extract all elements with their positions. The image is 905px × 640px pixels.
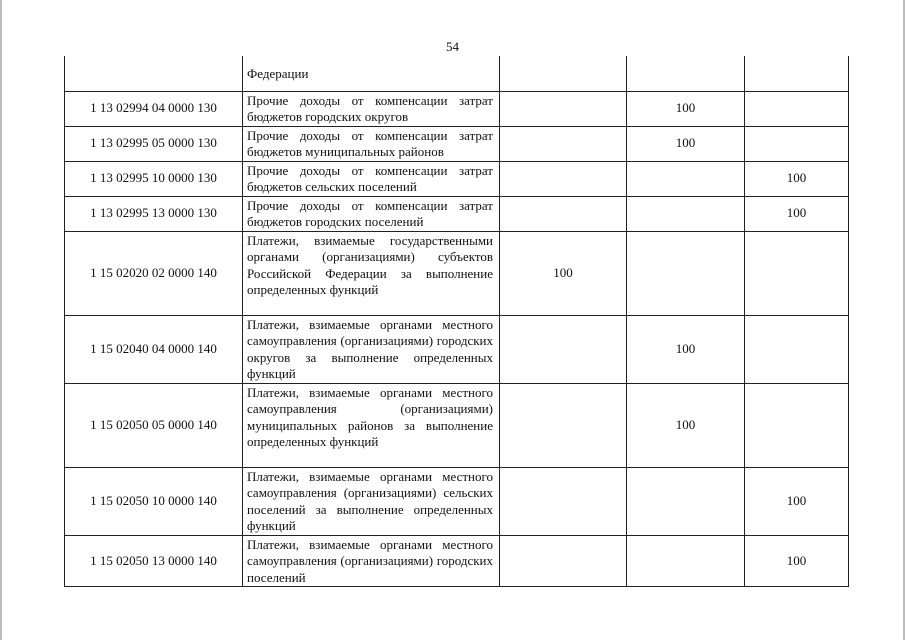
row-value-col1 [500,126,627,161]
row-name: Федерации [243,56,500,91]
row-code [65,56,243,91]
row-value-col3: 100 [745,196,849,231]
row-value-col3 [745,231,849,315]
row-value-col2: 100 [627,91,745,126]
row-code: 1 15 02050 05 0000 140 [65,383,243,467]
row-value-col3: 100 [745,467,849,535]
row-value-col1 [500,467,627,535]
row-name: Прочие доходы от компенсации затрат бюджетов муниципальных районов [243,126,500,161]
table-row [65,383,849,467]
row-value-col1 [500,196,627,231]
row-code: 1 13 02995 10 0000 130 [65,161,243,196]
scan-edge-left [0,0,2,640]
row-value-col2 [627,161,745,196]
row-code: 1 13 02995 13 0000 130 [65,196,243,231]
table-row [65,315,849,383]
row-value-col2 [627,535,745,587]
row-code: 1 13 02995 05 0000 130 [65,126,243,161]
row-value-col2 [627,231,745,315]
row-value-col3: 100 [745,161,849,196]
row-value-col3 [745,126,849,161]
row-value-col3 [745,315,849,383]
table-row [65,467,849,535]
row-name: Прочие доходы от компенсации затрат бюджетов городских поселений [243,196,500,231]
row-code: 1 15 02050 10 0000 140 [65,467,243,535]
row-value-col2 [627,56,745,91]
table-row [65,196,849,231]
row-name: Прочие доходы от компенсации затрат бюджетов городских округов [243,91,500,126]
revenue-table [64,56,849,587]
table-row [65,56,849,91]
row-name: Платежи, взимаемые органами местного самоуправления (организациями) сельских поселений за выполнение определенных функций [243,467,500,535]
row-name: Платежи, взимаемые органами местного самоуправления (организациями) городских округов за выполнение определенных функций [243,315,500,383]
row-value-col3 [745,56,849,91]
row-value-col2 [627,196,745,231]
row-value-col3: 100 [745,535,849,587]
row-value-col2 [627,467,745,535]
table-row [65,126,849,161]
row-value-col2: 100 [627,383,745,467]
row-value-col3 [745,383,849,467]
table-row [65,91,849,126]
row-code: 1 13 02994 04 0000 130 [65,91,243,126]
page-number: 54 [446,39,459,54]
row-value-col1 [500,56,627,91]
row-value-col1: 100 [500,231,627,315]
row-value-col1 [500,91,627,126]
row-value-col2: 100 [627,126,745,161]
row-code: 1 15 02020 02 0000 140 [65,231,243,315]
row-name: Прочие доходы от компенсации затрат бюджетов сельских поселений [243,161,500,196]
row-value-col1 [500,383,627,467]
table-row [65,161,849,196]
row-value-col1 [500,161,627,196]
row-code: 1 15 02050 13 0000 140 [65,535,243,587]
table-row [65,535,849,587]
row-name: Платежи, взимаемые органами местного самоуправления (организациями) муниципальных районов за выполнение определенных функций [243,383,500,467]
row-name: Платежи, взимаемые органами местного самоуправления (организациями) городских поселений [243,535,500,587]
row-value-col1 [500,535,627,587]
row-name: Платежи, взимаемые государственными органами (организациями) субъектов Российской Федерации за выполнение определенных функций [243,231,500,315]
row-value-col2: 100 [627,315,745,383]
table-row [65,231,849,315]
row-code: 1 15 02040 04 0000 140 [65,315,243,383]
row-value-col1 [500,315,627,383]
row-value-col3 [745,91,849,126]
